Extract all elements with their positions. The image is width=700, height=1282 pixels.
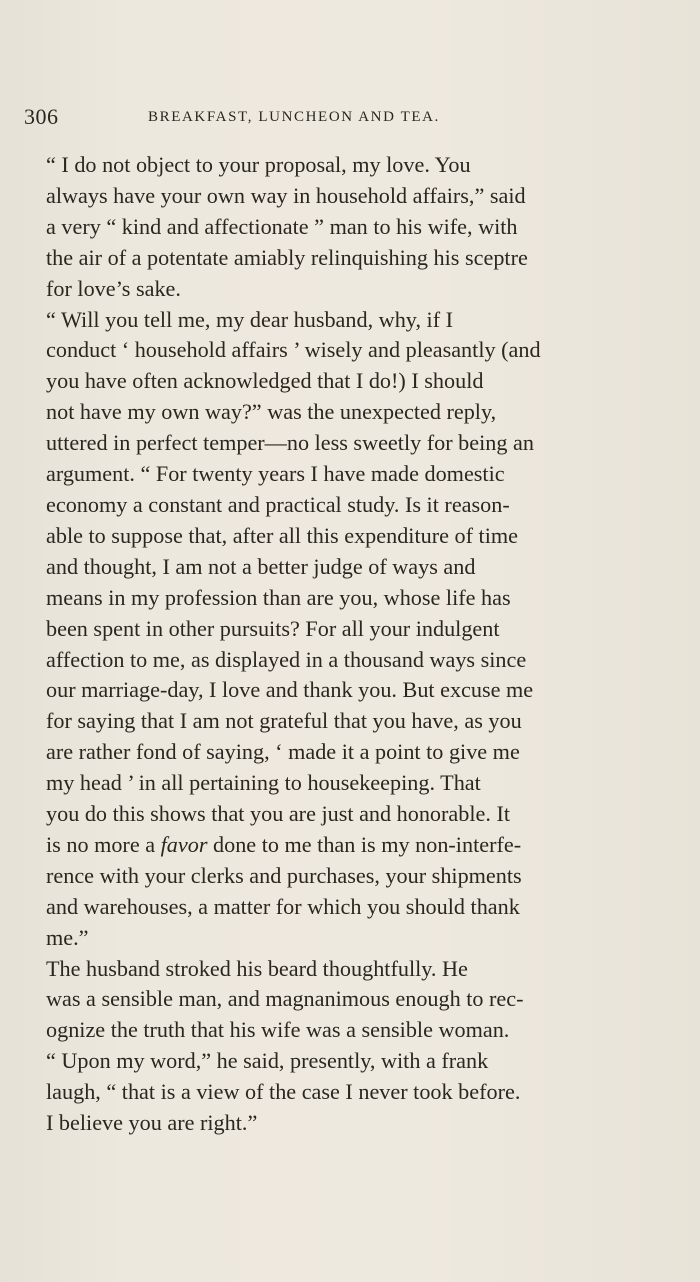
text-line: “ I do not object to your proposal, my love. You	[46, 152, 471, 177]
text-line: affection to me, as displayed in a thousand ways since	[46, 646, 527, 672]
paragraph-4	[24, 1046, 626, 1139]
paragraph-1	[24, 150, 626, 305]
text-line: argument. “ For twenty years I have made domestic	[46, 461, 505, 487]
text-line: able to suppose that, after all this expenditure of time	[46, 522, 518, 548]
text-line: laugh, “ that is a view of the case I never took before.	[46, 1079, 521, 1105]
text-line: economy a constant and practical study. Is it reason-	[46, 491, 510, 517]
text-line: and thought, I am not a better judge of ways and	[46, 553, 476, 579]
text-segment: is no more a	[46, 831, 161, 857]
text-line: for love’s sake.	[46, 275, 181, 301]
text-line: rence with your clerks and purchases, your shipments	[46, 862, 522, 888]
text-line: a very “ kind and affectionate ” man to his wife, with	[46, 213, 518, 239]
text-line: “ Will you tell me, my dear husband, why, if I	[46, 306, 454, 332]
text-line-with-emphasis	[24, 830, 626, 861]
text-line: I believe you are right.”	[46, 1110, 258, 1136]
text-line: you do this shows that you are just and honorable. It	[46, 801, 511, 827]
text-line: conduct ‘ household affairs ’ wisely and pleasantly (and	[46, 337, 541, 363]
paragraph-3	[24, 954, 626, 1047]
text-line: the air of a potentate amiably relinquishing his sceptre	[46, 244, 528, 270]
text-line: my head ’ in all pertaining to housekeeping. That	[46, 770, 481, 796]
text-line: and warehouses, a matter for which you should thank	[46, 893, 520, 919]
text-line: was a sensible man, and magnanimous enough to rec-	[46, 986, 524, 1012]
text-line: are rather fond of saying, ‘ made it a point to give me	[46, 739, 520, 765]
text-line: The husband stroked his beard thoughtfully. He	[46, 955, 468, 981]
text-line: not have my own way?” was the unexpected reply,	[46, 399, 497, 425]
text-segment: done to me than is my non-interfe-	[207, 831, 522, 857]
paragraph-2	[24, 305, 626, 954]
text-line: our marriage-day, I love and thank you. But excuse me	[46, 677, 534, 703]
text-line: “ Upon my word,” he said, presently, with a frank	[46, 1048, 489, 1074]
text-line: means in my profession than are you, whose life has	[46, 584, 511, 610]
text-line: ognize the truth that his wife was a sensible woman.	[46, 1017, 510, 1043]
text-line: you have often acknowledged that I do!) I should	[46, 368, 484, 394]
body-text	[24, 150, 626, 1139]
text-line: for saying that I am not grateful that you have, as you	[46, 708, 522, 734]
page-number: 306	[24, 104, 59, 129]
text-line: always have your own way in household affairs,” said	[46, 182, 526, 208]
running-title: BREAKFAST, LUNCHEON AND TEA.	[148, 109, 440, 125]
text-line: uttered in perfect temper—no less sweetly for being an	[46, 430, 534, 456]
text-line: me.”	[46, 924, 89, 950]
emphasized-word: favor	[160, 831, 208, 857]
text-line: been spent in other pursuits? For all your indulgent	[46, 615, 500, 641]
page-header	[24, 100, 640, 132]
